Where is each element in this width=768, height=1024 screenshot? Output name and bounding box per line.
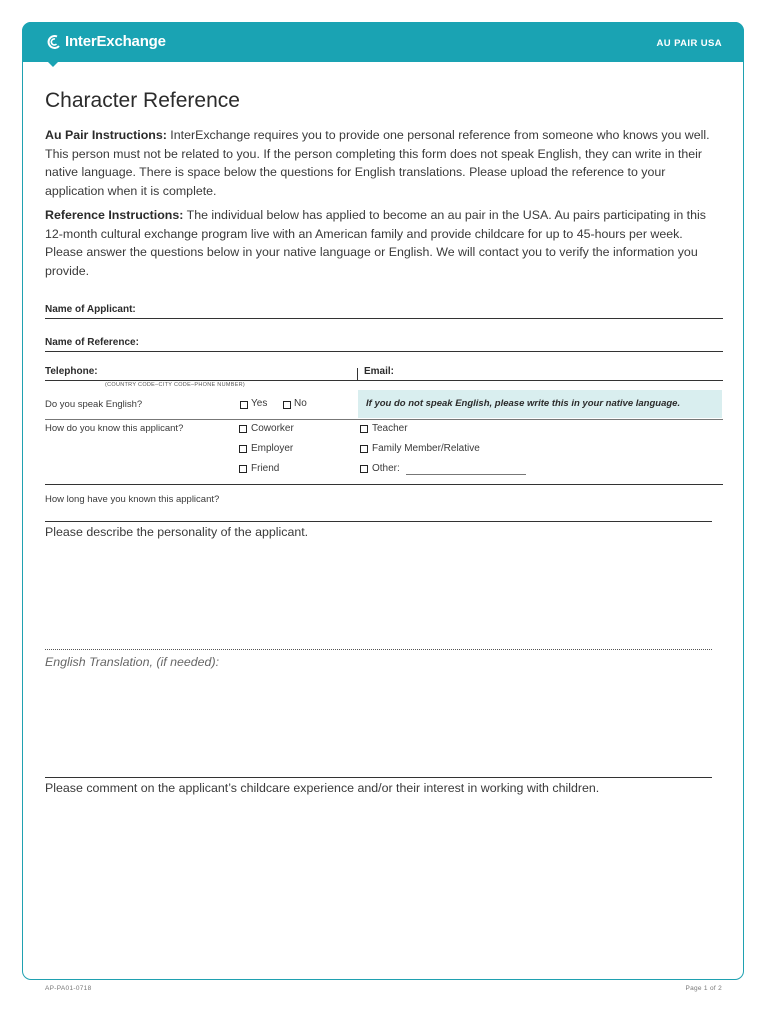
coworker-label: Coworker bbox=[251, 423, 294, 434]
divider bbox=[45, 484, 723, 485]
form-code: AP-PA01-0718 bbox=[45, 985, 92, 992]
coworker-checkbox[interactable] bbox=[239, 425, 247, 433]
personality-question: Please describe the personality of the applicant. bbox=[45, 525, 309, 539]
other-checkbox[interactable] bbox=[360, 465, 368, 473]
telephone-email-field[interactable] bbox=[45, 380, 723, 381]
reference-instructions bbox=[45, 206, 720, 280]
native-language-note: If you do not speak English, please write this in your native language. bbox=[358, 390, 722, 418]
friend-label: Friend bbox=[251, 463, 280, 474]
no-label: No bbox=[294, 398, 307, 409]
know-applicant-label: How do you know this applicant? bbox=[45, 423, 184, 434]
email-label: Email: bbox=[364, 366, 395, 377]
au-pair-instructions-label: Au Pair Instructions: bbox=[45, 128, 167, 142]
childcare-question: Please comment on the applicant’s childcare experience and/or their interest in working with children. bbox=[45, 781, 600, 795]
personality-answer-area[interactable] bbox=[45, 649, 712, 650]
applicant-name-field[interactable] bbox=[45, 318, 723, 319]
reference-name-label: Name of Reference: bbox=[45, 337, 139, 348]
telephone-email-divider bbox=[357, 368, 358, 380]
family-label: Family Member/Relative bbox=[372, 443, 480, 454]
family-checkbox[interactable] bbox=[360, 445, 368, 453]
other-label: Other: bbox=[372, 463, 400, 474]
telephone-label: Telephone: bbox=[45, 366, 98, 377]
translation-answer-area[interactable] bbox=[45, 777, 712, 778]
yes-checkbox[interactable] bbox=[240, 401, 248, 409]
speak-english-label: Do you speak English? bbox=[45, 399, 143, 410]
how-long-label: How long have you known this applicant? bbox=[45, 494, 220, 505]
friend-checkbox[interactable] bbox=[239, 465, 247, 473]
reference-instructions-label: Reference Instructions: bbox=[45, 208, 184, 222]
employer-checkbox[interactable] bbox=[239, 445, 247, 453]
brand-name: InterExchange bbox=[65, 33, 166, 50]
au-pair-instructions-text: InterExchange requires you to provide one personal reference from someone who knows you well. This person must not be related to you. If the person completing this form does not speak English, they can write in their native language. There is space below the questions for English translations. Please upload the reference to your application when it is complete. bbox=[45, 128, 710, 198]
yes-label: Yes bbox=[251, 398, 268, 409]
header-notch bbox=[47, 61, 59, 67]
teacher-checkbox[interactable] bbox=[360, 425, 368, 433]
employer-label: Employer bbox=[251, 443, 294, 454]
reference-instructions-text: The individual below has applied to become an au pair in the USA. Au pairs participating in this 12-month cultural exchange program live with an American family and provide childcare for up to 45-hours per week. Please answer the questions below in your native language or English. We will contact you to verify the information you provide. bbox=[45, 208, 706, 278]
page-number: Page 1 of 2 bbox=[685, 985, 722, 992]
program-name: AU PAIR USA bbox=[656, 38, 722, 49]
applicant-name-label: Name of Applicant: bbox=[45, 304, 136, 315]
translation-label: English Translation, (if needed): bbox=[45, 655, 220, 669]
other-field[interactable] bbox=[406, 474, 526, 475]
au-pair-instructions bbox=[45, 126, 720, 200]
reference-name-field[interactable] bbox=[45, 351, 723, 352]
brand-logo bbox=[46, 33, 166, 50]
page-title: Character Reference bbox=[45, 89, 240, 112]
no-checkbox[interactable] bbox=[283, 401, 291, 409]
divider bbox=[45, 419, 723, 420]
interexchange-logo-icon bbox=[46, 34, 62, 50]
teacher-label: Teacher bbox=[372, 423, 408, 434]
telephone-hint: (COUNTRY CODE–CITY CODE–PHONE NUMBER) bbox=[105, 382, 246, 388]
how-long-field[interactable] bbox=[45, 521, 712, 522]
